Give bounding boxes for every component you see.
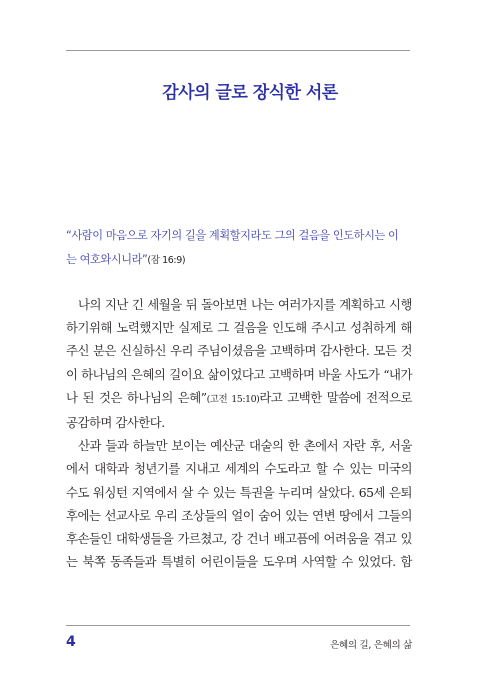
body-line: 하기위해 노력했지만 실제로 그 걸음을 인도해 주시고 성취하게 해 (66, 320, 412, 336)
body-line: 에서 대학과 청년기를 지내고 세계의 수도라고 할 수 있는 미국의 (66, 461, 412, 477)
running-title: 은혜의 길, 은혜의 삶 (330, 640, 412, 651)
body-line: 산과 들과 하늘만 보이는 예산군 대술의 한 촌에서 자란 후, 서울 (78, 438, 412, 454)
body-text-segment: 나 된 것은 하나님의 은혜” (66, 389, 207, 405)
footer-rule (66, 625, 410, 626)
bible-citation: (고전 15:10) (206, 393, 260, 405)
body-text (66, 293, 412, 573)
body-line: 후손들인 대학생들을 가르쳤고, 강 건너 배고픔에 어려움을 겪고 있 (66, 531, 412, 547)
body-line: 는 북쪽 동족들과 특별히 어린이들을 도우며 사역할 수 있었다. 함 (66, 554, 412, 570)
body-line: 나의 지난 긴 세월을 뒤 돌아보면 나는 여러가지를 계획하고 시행 (78, 297, 412, 312)
epigraph-line-2 (66, 248, 412, 273)
epigraph-reference: (잠 16:9) (147, 255, 186, 266)
epigraph-quote-end: 는 여호와시니라” (66, 253, 148, 266)
body-line-with-citation (66, 386, 412, 411)
epigraph (66, 224, 412, 273)
epigraph-line-1: “사람이 마음으로 자기의 길을 계획할지라도 그의 걸음을 인도하시는 이 (66, 229, 399, 242)
body-line: 주신 분은 신실하신 우리 주님이셨음을 고백하며 감사한다. 모든 것 (66, 343, 412, 359)
body-line: 이 하나님의 은혜의 길이요 삶이었다고 고백하며 바울 사도가 “내가 (66, 366, 412, 382)
body-line: 후에는 선교사로 우리 조상들의 얼이 숨어 있는 연변 땅에서 그들의 (66, 507, 412, 523)
header-rule (66, 50, 410, 51)
chapter-title: 감사의 글로 장식한 서론 (162, 83, 338, 103)
body-line: 공감하며 감사한다. (66, 415, 165, 431)
page-number: 4 (66, 634, 76, 650)
body-line: 수도 워싱턴 지역에서 살 수 있는 특권을 누리며 살았다. 65세 은퇴 (66, 484, 412, 500)
body-text-segment: 라고 고백한 말씀에 전적으로 (259, 389, 412, 405)
